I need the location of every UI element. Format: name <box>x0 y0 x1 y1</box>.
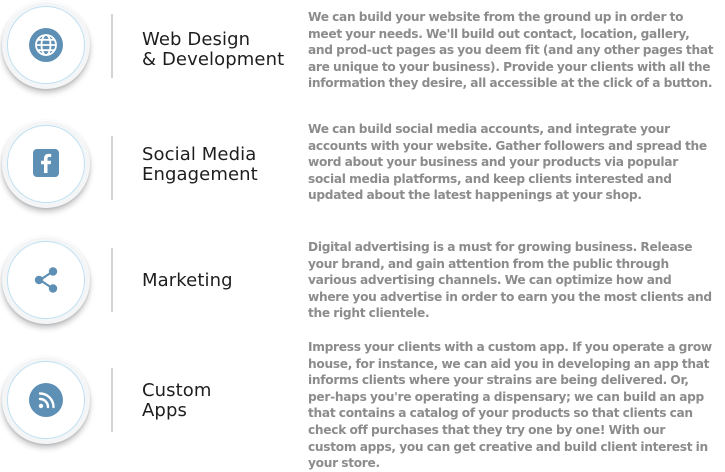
service-description: We can build your website from the ground up in order to meet your needs. We'll build out contact, location, gallery, and prod-uct pages as you deem fit (and any other pages that are unique to your business). Provide your clients with all the information they desire, all accessible at the click of a button. <box>308 10 714 91</box>
service-title: Marketing <box>142 270 233 291</box>
divider <box>111 248 113 312</box>
service-description: Digital advertising is a must for growing business. Release your brand, and gain attention from the public through various advertising channels. We can optimize how and where you advertise in order to earn you the most clients and the right clientele. <box>308 240 712 321</box>
service-description: Impress your clients with a custom app. If you operate a grow house, for instance, we can aid you in developing an app that informs clients where your strains are being delivered. Or, per-haps you're operating a dispensary; we can build an app that contains a catalog of your products so that clients can check off purchases that they try one by one! With our custom apps, you can get creative and build client interest in your store. <box>308 340 712 471</box>
service-description: We can build social media accounts, and integrate your accounts with your website. Gather followers and spread the word about your business and your products via popular social media platforms, and keep clients interested and updated about the latest happenings at your shop. <box>308 122 707 203</box>
service-web-design <box>0 0 725 114</box>
marketing-badge <box>2 236 90 324</box>
service-title: Custom Apps <box>142 380 212 421</box>
rss-icon <box>29 383 63 417</box>
service-title: Social Media Engagement <box>142 144 258 185</box>
web-design-badge <box>2 1 90 89</box>
service-marketing <box>0 232 725 346</box>
service-custom-apps <box>0 340 725 471</box>
globe-icon <box>29 28 63 62</box>
facebook-icon <box>33 149 59 177</box>
divider <box>111 14 113 78</box>
divider <box>111 368 113 432</box>
service-title: Web Design & Development <box>142 29 285 70</box>
service-social-media <box>0 118 725 232</box>
divider <box>111 136 113 200</box>
share-icon <box>29 263 63 297</box>
custom-apps-badge <box>2 356 90 444</box>
social-media-badge <box>2 120 90 208</box>
